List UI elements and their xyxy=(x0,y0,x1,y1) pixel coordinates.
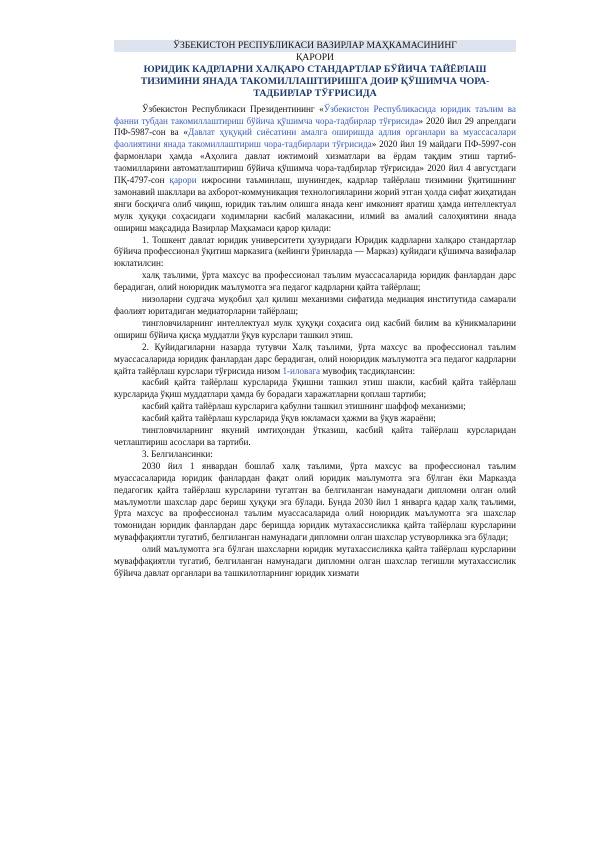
intro-paragraph xyxy=(114,104,516,235)
paragraph-3-item-1: 2030 йил 1 январдан бошлаб халқ таълими, ўрта махсус ва профессионал таълим муассасаларида юридик фанлардан фақат олий юридик маълумотга эга бўлган ёки Марказда педагогик қайта тайёрлаш курсларини тугатган ва белгиланган намунадаги дипломни олган олий маълумотли шахслар дарс бериш ҳуқуқи эга бўлади. Бунда 2030 йил 1 январга қадар халқ таълими, ўрта махсус ва профессионал таълим муассасаларида олий ноюридик маълумотга эга шахслар томонидан юридик фанлардан дарс беришда юридик мутахассисликка қайта тайёрлаш курсларини муваффақиятли тугатиб, белгиланган намунадаги дипломни олган шахслар устуворликка эга бўлади; xyxy=(114,460,516,543)
decree-link-pf5997[interactable]: Давлат ҳуқуқий сиёсатини амалга оширишда адлия органлари ва муассасалари фаолиятини янада такомиллаштириш чора-тадбирлари тўғрисида xyxy=(114,127,516,150)
paragraph-1-item-2: низоларни судгача муқобил ҳал қилиш механизми сифатида медиация институтида самарали фаолият юритадиган медиаторларни тайёрлаш; xyxy=(114,294,516,317)
document-header-subline: ҚАРОРИ xyxy=(296,52,334,63)
paragraph-2-item-3: касбий қайта тайёрлаш курсларида ўқув юкламаси ҳажми ва ўқув жараёни; xyxy=(142,413,436,424)
paragraph-3-item-2: олий маълумотга эга бўлган шахсларни юридик мутахассисликка қайта тайёрлаш курсларини муваффақиятли тугатиб, белгиланган намунадаги дипломни олган шахслар тегишли мутахассислик бўйича давлат органлари ва ташкилотларнинг юридик хизмати xyxy=(114,544,516,578)
paragraph-2-item-1: касбий қайта тайёрлаш курсларида ўқишни ташкил этиш шакли, касбий қайта тайёрлаш курсларида ўқиш муддатлари ҳамда бу борадаги харажатларни қоплаш тартиби; xyxy=(114,377,516,400)
paragraph-3: 3. Белгилансинки: xyxy=(142,448,213,459)
paragraph-2-item-2: касбий қайта тайёрлаш курсларига қабулни ташкил этишнинг шаффоф механизми; xyxy=(142,401,466,412)
resolution-link-pq4797[interactable]: қарори xyxy=(169,175,197,186)
paragraph-2-text-1: 2. Қуйидагиларни назарда тутувчи Халқ таълими, ўрта махсус ва профессионал таълим муассасаларида юридик фанлардан дарс берадиган, олий ноюридик маълумотга эга педагог кадрларни қайта тайёрлаш курслари тўғрисида низом xyxy=(114,341,516,376)
document-header-line: ЎЗБЕКИСТОН РЕСПУБЛИКАСИ ВАЗИРЛАР МАҲКАМАСИНИНГ xyxy=(114,40,516,52)
intro-text-3: » 2020 йил 19 майдаги ПФ-5997-сон фармонлари ҳамда «Аҳолига давлат ижтимоий хизматлари ва ёрдам тақдим этиш тартиб-таомилларини автоматлаштириш бўйича қўшимча чора-тадбирлар тўғрисида» 2020 йил 4 августдаги ПҚ-4797-сон xyxy=(114,139,516,186)
decree-link-pf5987[interactable]: Ўзбекистон Республикасида юридик таълим ва фанни тубдан такомиллаштириш бўйича қўшимча чора-тадбирлар тўғрисида xyxy=(114,103,516,126)
document-title: ЮРИДИК КАДРЛАРНИ ХАЛҚАРО СТАНДАРТЛАР БЎЙИЧА ТАЙЁРЛАШ ТИЗИМИНИ ЯНАДА ТАКОМИЛЛАШТИРИШГА ДОИР ҚЎШИМЧА ЧОРА-ТАДБИРЛАР ТЎҒРИСИДА xyxy=(140,64,490,100)
paragraph-2-item-4: тингловчиларнинг якуний имтиҳондан ўтказиш, касбий қайта тайёрлаш курсларидан четлаштириш асослари ва тартиби. xyxy=(114,425,516,447)
intro-text-4: ижросини таъминлаш, шунингдек, кадрлар тайёрлаш тизимини ўқитишнинг замонавий шакллари ва ахборот-коммуникация технологияларини жорий этган ҳолда сифат жиҳатидан янги босқичга олиб чиқиш, юридик таълим олишга янада кенг имконият яратиш ҳамда интеллектуал мулк ҳуқуқи соҳасидаги ходимларни касбий малакасини, илмий ва амалий салоҳиятини янада ошириш мақсадида Вазирлар Маҳкамаси қарор қилади: xyxy=(114,175,516,233)
paragraph-2 xyxy=(114,342,516,378)
paragraph-1: 1. Тошкент давлат юридик университети ҳузуридаги Юридик кадрларни халқаро стандартлар бўйича профессионал ўқитиш марказига (кейинги ўринларда — Марказ) қуйидаги қўшимча вазифалар юклатилсин: xyxy=(114,234,516,269)
paragraph-1-item-3: тингловчиларнинг интеллектуал мулк ҳуқуқи соҳасига оид касбий билим ва кўникмаларини ошириш бўйича қисқа муддатли ўқув курслари ташкил этиш. xyxy=(114,317,516,340)
annex-1-link[interactable]: 1-иловага xyxy=(282,365,321,376)
paragraph-1-item-1: халқ таълими, ўрта махсус ва профессионал таълим муассасаларида юридик фанлардан дарс берадиган, олий ноюридик маълумотга эга педагог кадрларни қайта тайёрлаш; xyxy=(114,270,516,293)
paragraph-2-text-2: мувофиқ тасдиқлансин: xyxy=(320,365,416,376)
intro-text-1: Ўзбекистон Республикаси Президентининг « xyxy=(142,103,324,114)
intro-text-2: » 2020 йил 29 апрелдаги ПФ-5987-сон ва « xyxy=(114,115,516,138)
